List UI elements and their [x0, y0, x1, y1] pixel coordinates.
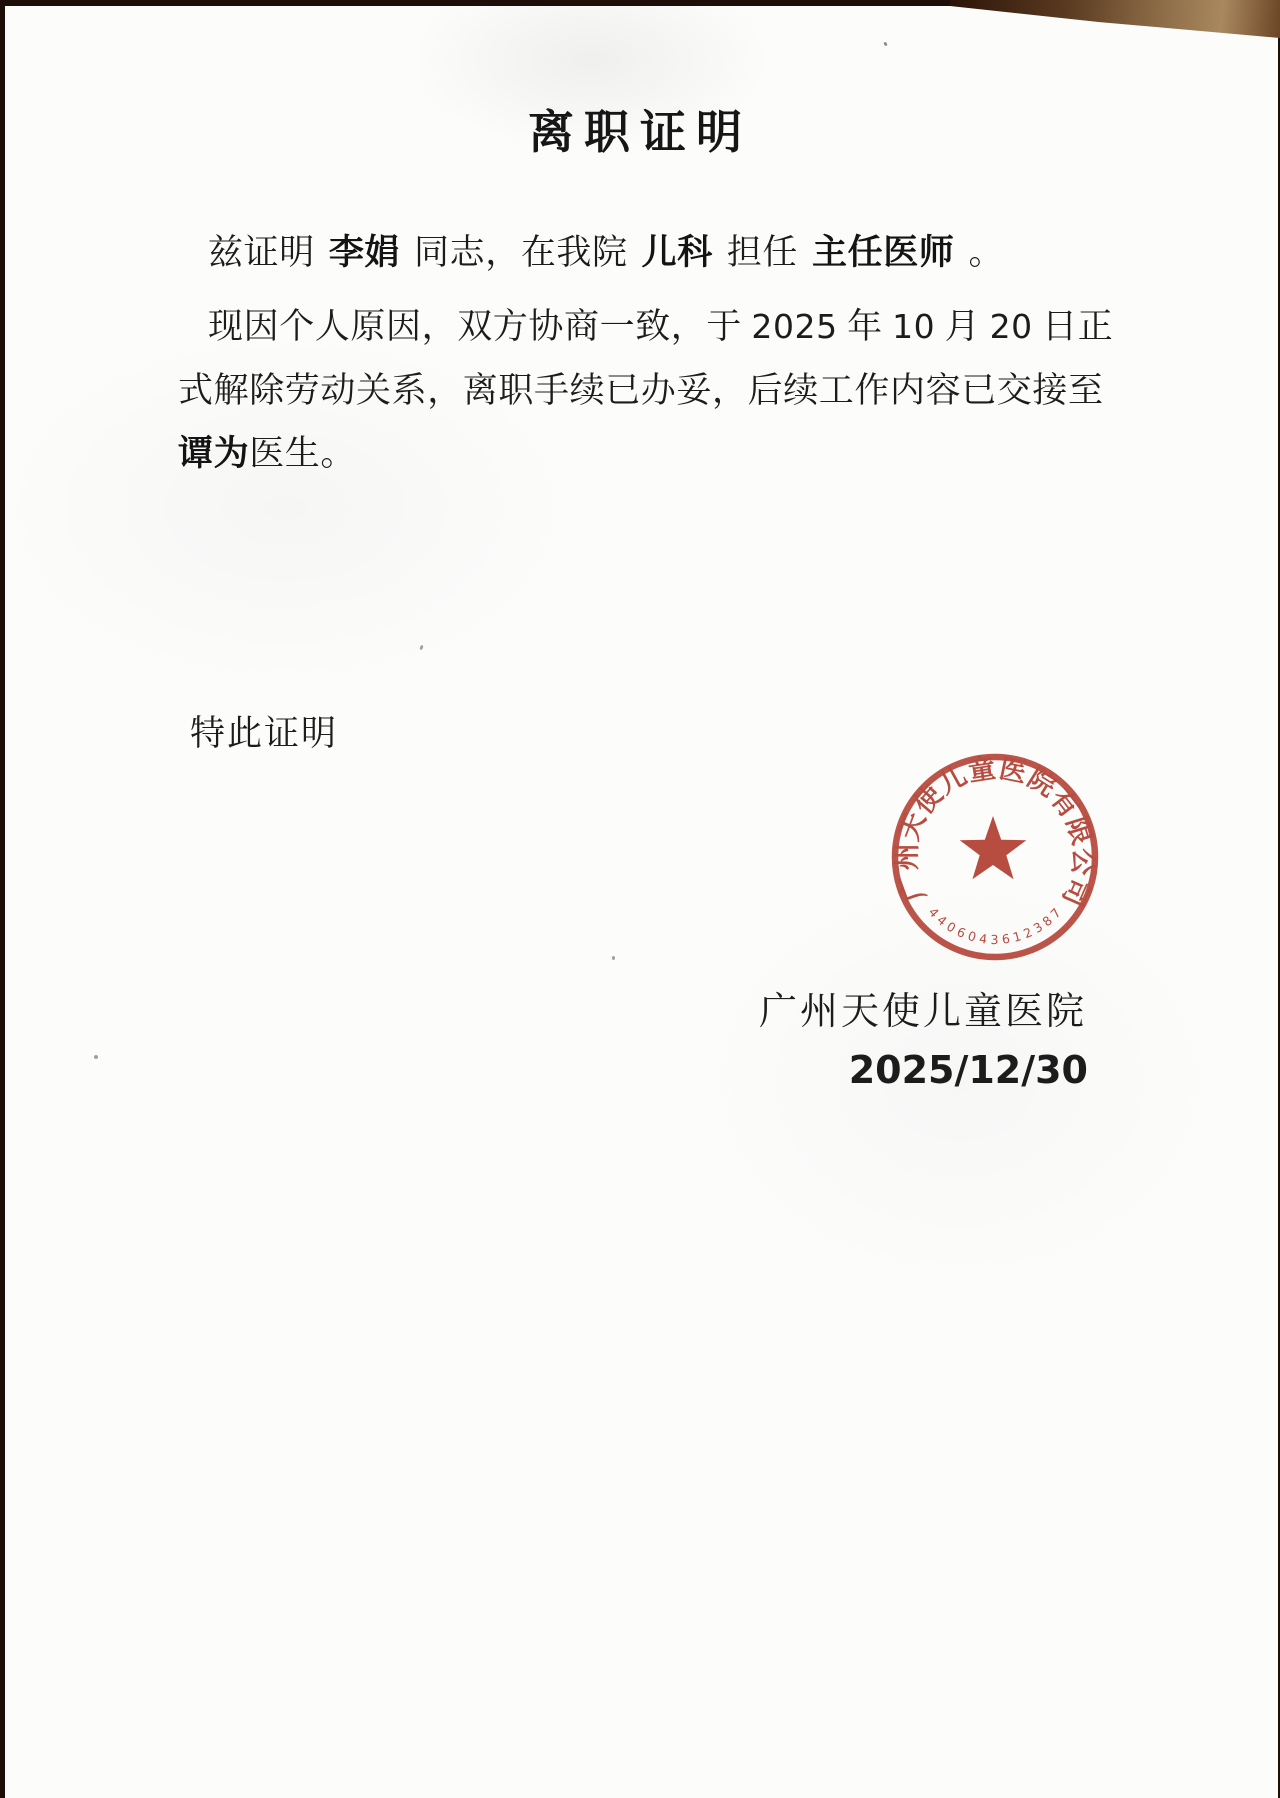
- year-value: 2025: [751, 307, 838, 346]
- p2-text-3: 月: [935, 307, 990, 346]
- p1-mid1: 同志，在我院: [414, 233, 628, 272]
- hospital-seal-stamp: [875, 737, 1115, 977]
- position-title: 主任医师: [812, 233, 955, 272]
- department-name: 儿科: [641, 233, 713, 272]
- paper-speck: [94, 1055, 98, 1059]
- star-icon: [960, 816, 1027, 879]
- p1-end: 。: [968, 233, 1005, 272]
- issuing-hospital-name: 广州天使儿童医院: [758, 991, 1087, 1033]
- successor-name: 谭为: [178, 434, 250, 473]
- issue-date: 2025/12/30: [848, 1048, 1088, 1092]
- p1-mid2: 担任: [726, 233, 799, 272]
- p2-text-1: 现因个人原因，双方协商一致，于: [208, 307, 752, 346]
- body-line-1: [208, 231, 1004, 275]
- employee-name: 李娟: [328, 233, 401, 272]
- body-line-3: 式解除劳动关系，离职手续已办妥，后续工作内容已交接至: [178, 371, 1104, 410]
- p2-text-2: 年: [837, 307, 893, 346]
- month-value: 10: [892, 307, 936, 346]
- stamp-serial-number: 4406043612387: [925, 904, 1064, 948]
- day-value: 20: [989, 307, 1033, 346]
- p2-rest: 医生。: [249, 434, 357, 473]
- p1-lead: 兹证明: [208, 233, 315, 272]
- paper-speck: [612, 956, 615, 960]
- body-line-4: [178, 432, 356, 476]
- stamp-ring-text: 广州天使儿童医院有限公司: [891, 753, 1099, 911]
- closing-statement: 特此证明: [190, 714, 339, 753]
- document-title: 离职证明: [528, 107, 752, 158]
- p2-text-4: 日正: [1032, 307, 1114, 346]
- body-line-2: [208, 305, 1113, 349]
